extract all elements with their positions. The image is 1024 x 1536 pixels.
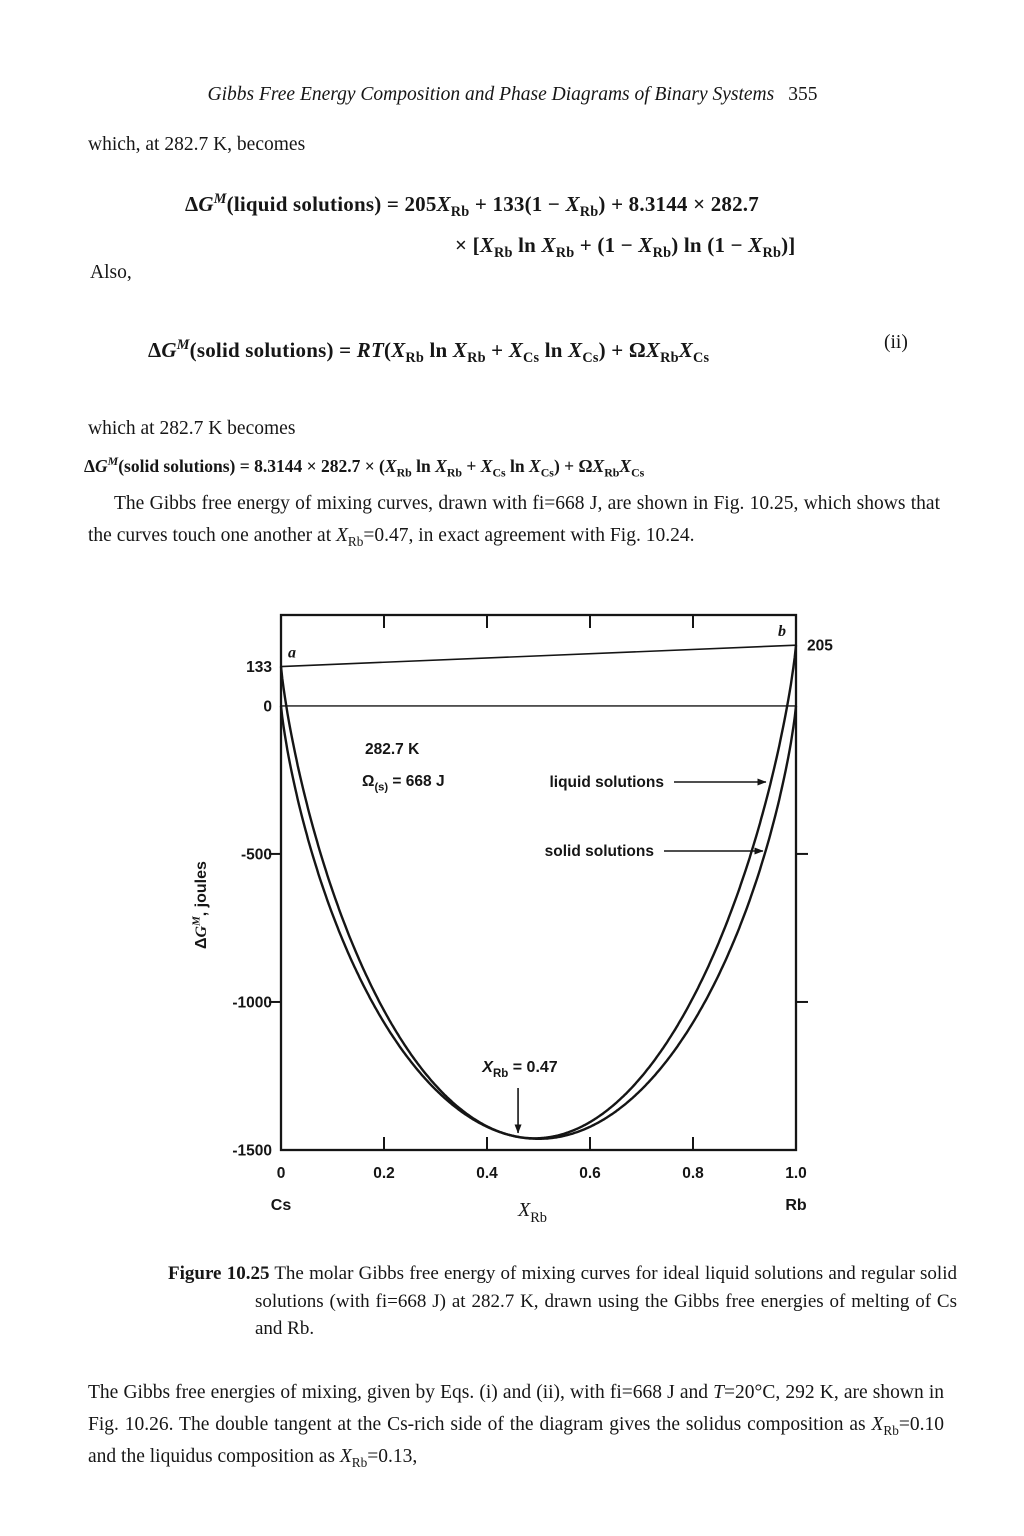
paragraph-mixing-curves: The Gibbs free energy of mixing curves, drawn with fi=668 J, are shown in Fig. 10.25, which shows that the curves touch one another at $X_{Rb}=0.47$, in exact agreement with Fig. 10.24. xyxy=(88,493,940,549)
also-line: Also, xyxy=(90,262,132,283)
page-header xyxy=(90,84,935,106)
figure-caption-text: The molar Gibbs free energy of mixing curves for ideal liquid solutions and regular solid solutions (with fi=668 J) at 282.7 K, drawn using the Gibbs free energies of melting of Cs and Rb. xyxy=(255,1263,957,1339)
x-tick-label: 0.2 xyxy=(373,1165,395,1182)
running-title: Gibbs Free Energy Composition and Phase Diagrams of Binary Systems xyxy=(207,84,775,105)
y-tick-label: 133 xyxy=(246,659,272,677)
x-axis-title: $X_{Rb}$ xyxy=(517,1199,548,1226)
equation-liquid-line2: × [$X_{Rb}$ $\ln X_{Rb} + (1 - X_{Rb})$ $\ln (1 - X_{Rb})$] xyxy=(455,233,796,262)
liquid-solutions-label: liquid solutions xyxy=(549,774,664,791)
figure-caption xyxy=(168,1260,957,1343)
x-tick-label: 0.8 xyxy=(682,1165,704,1182)
figure-10-25-chart xyxy=(180,598,860,1230)
becomes-line: which at 282.7 K becomes xyxy=(88,418,296,439)
omega-label: $\Omega_{(s)} = 668$ J xyxy=(362,773,445,794)
min-annotation-label: $X_{Rb} = 0.47$ xyxy=(482,1059,558,1080)
x-tick-label: 0.4 xyxy=(476,1165,498,1182)
point-label-b: b xyxy=(778,623,786,641)
figure-caption-label: Figure 10.25 xyxy=(168,1263,270,1284)
equation-solid: $\Delta G^M(solid$ solutions) = $RT(X_{Rb}$ $\ln X_{Rb} + X_{Cs}$ $\ln X_{Cs}) + \Omega X_{Rb}X_{Cs}$ xyxy=(148,337,710,367)
point-label-a: a xyxy=(288,644,296,662)
page-number: 355 xyxy=(788,84,818,105)
rb-endpoint-label: Rb xyxy=(785,1197,807,1214)
cs-endpoint-label: Cs xyxy=(270,1197,292,1214)
right-axis-value-label: 205 xyxy=(807,637,833,655)
solid-solutions-label: solid solutions xyxy=(544,843,654,860)
y-tick-label: -500 xyxy=(240,846,272,864)
equation-number-ii: (ii) xyxy=(884,332,908,353)
y-tick-label: -1000 xyxy=(232,994,272,1012)
y-tick-label: -1500 xyxy=(232,1142,272,1160)
ab-tangent-line xyxy=(281,645,796,666)
x-tick-label: 0.6 xyxy=(579,1165,601,1182)
temperature-label: 282.7 K xyxy=(365,741,420,758)
x-tick-label: 0 xyxy=(276,1165,286,1182)
y-tick-label: 0 xyxy=(263,698,272,716)
x-tick-label: 1.0 xyxy=(785,1165,807,1182)
equation-solid-numeric: $\Delta G^M(solid$ solutions) = $8.3144 \times 282.7 \times (X_{Rb}$ $\ln X_{Rb} + X_{Cs}$ $\ln X_{Cs}) + \Omega X_{Rb}X_{Cs}$ xyxy=(84,454,645,480)
intro-line: which, at 282.7 K, becomes xyxy=(88,134,306,155)
paragraph-eqs: The Gibbs free energies of mixing, given by Eqs. (i) and (ii), with fi=668 J and T=20°C, 292 K, are shown in Fig. 10.26. The double tangent at the Cs-rich side of the diagram gives the solidus composition as $X_{Rb}=0.10$ and the liquidus composition as $X_{Rb}=0.13$, xyxy=(88,1382,944,1470)
y-axis-title: $\Delta G^M$, joules xyxy=(190,861,210,949)
equation-liquid-line1: $\Delta G^M(liquid$ solutions) = $205X_{Rb} + 133(1 - X_{Rb}) + 8.3144 \times 282.7$ xyxy=(185,191,759,221)
